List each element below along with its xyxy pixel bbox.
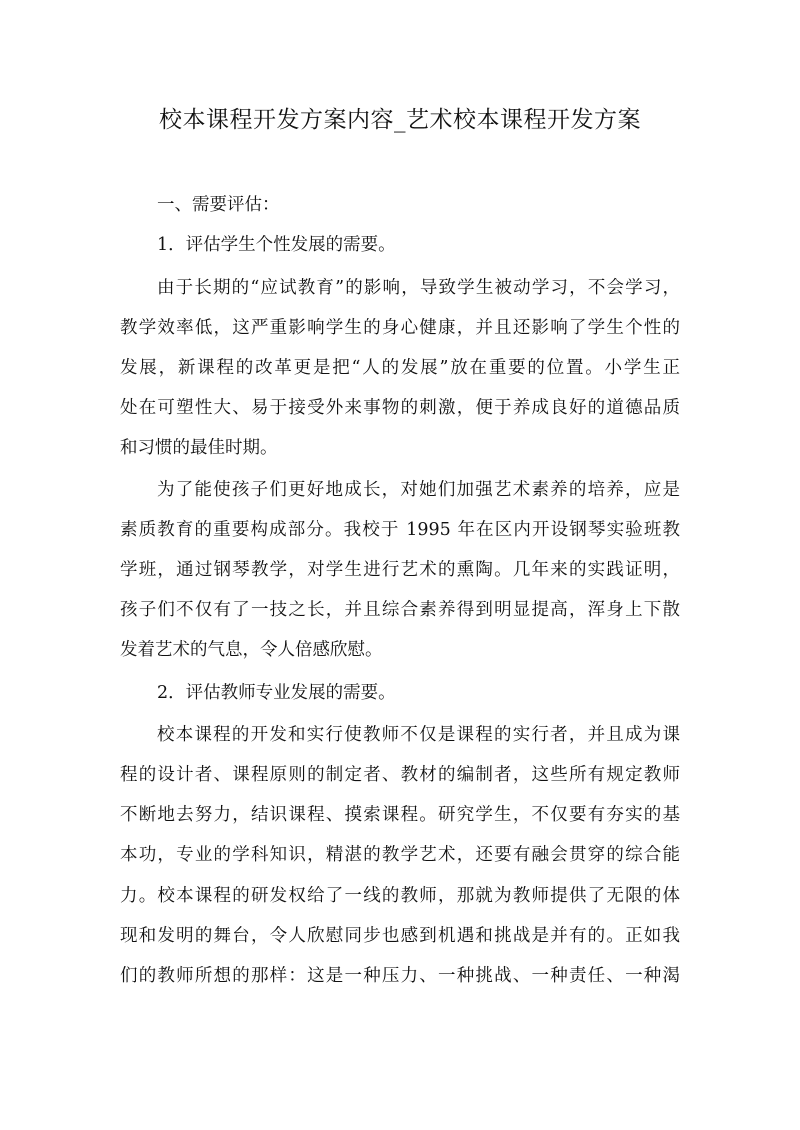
paragraph-line: 教学效率低，这严重影响学生的身心健康，并且还影响了学生个性的: [120, 318, 680, 338]
paragraph-line: 学班，通过钢琴教学，对学生进行艺术的熏陶。几年来的实践证明，: [120, 560, 680, 580]
section-heading-needs-assessment: 一、需要评估：: [157, 195, 280, 215]
paragraph-line: 处在可塑性大、易于接受外来事物的刺激，便于养成良好的道德品质: [120, 398, 680, 418]
subheading-student-needs: 1．评估学生个性发展的需要。: [157, 235, 396, 255]
paragraph-line: 本功，专业的学科知识，精湛的教学艺术，还要有融会贯穿的综合能: [120, 845, 680, 865]
paragraph-line: 不断地去努力，结识课程、摸索课程。研究学生，不仅要有夯实的基: [120, 805, 680, 825]
paragraph-line: 们的教师所想的那样：这是一种压力、一种挑战、一种责任、一种渴: [120, 966, 680, 986]
paragraph-line: 校本课程的开发和实行使教师不仅是课程的实行者，并且成为课: [157, 725, 680, 745]
paragraph-line: 和习惯的最佳时期。: [120, 438, 278, 458]
paragraph-line: 素质教育的重要构成部分。我校于 1995 年在区内开设钢琴实验班教: [120, 520, 680, 540]
paragraph-line: 现和发明的舞台，令人欣慰同步也感到机遇和挑战是并有的。正如我: [120, 926, 680, 946]
paragraph-line: 发展，新课程的改革更是把“人的发展”放在重要的位置。小学生正: [120, 358, 680, 378]
subheading-teacher-needs: 2．评估教师专业发展的需要。: [157, 683, 396, 703]
document-title: 校本课程开发方案内容_艺术校本课程开发方案: [159, 107, 641, 133]
paragraph-line: 由于长期的“应试教育”的影响，导致学生被动学习，不会学习，: [157, 278, 680, 298]
paragraph-line: 为了能使孩子们更好地成长，对她们加强艺术素养的培养，应是: [157, 480, 680, 500]
paragraph-line: 发着艺术的气息，令人倍感欣慰。: [120, 640, 383, 660]
paragraph-line: 孩子们不仅有了一技之长，并且综合素养得到明显提高，浑身上下散: [120, 600, 680, 620]
paragraph-line: 力。校本课程的研发权给了一线的教师，那就为教师提供了无限的体: [120, 886, 680, 906]
paragraph-line: 程的设计者、课程原则的制定者、教材的编制者，这些所有规定教师: [120, 765, 680, 785]
